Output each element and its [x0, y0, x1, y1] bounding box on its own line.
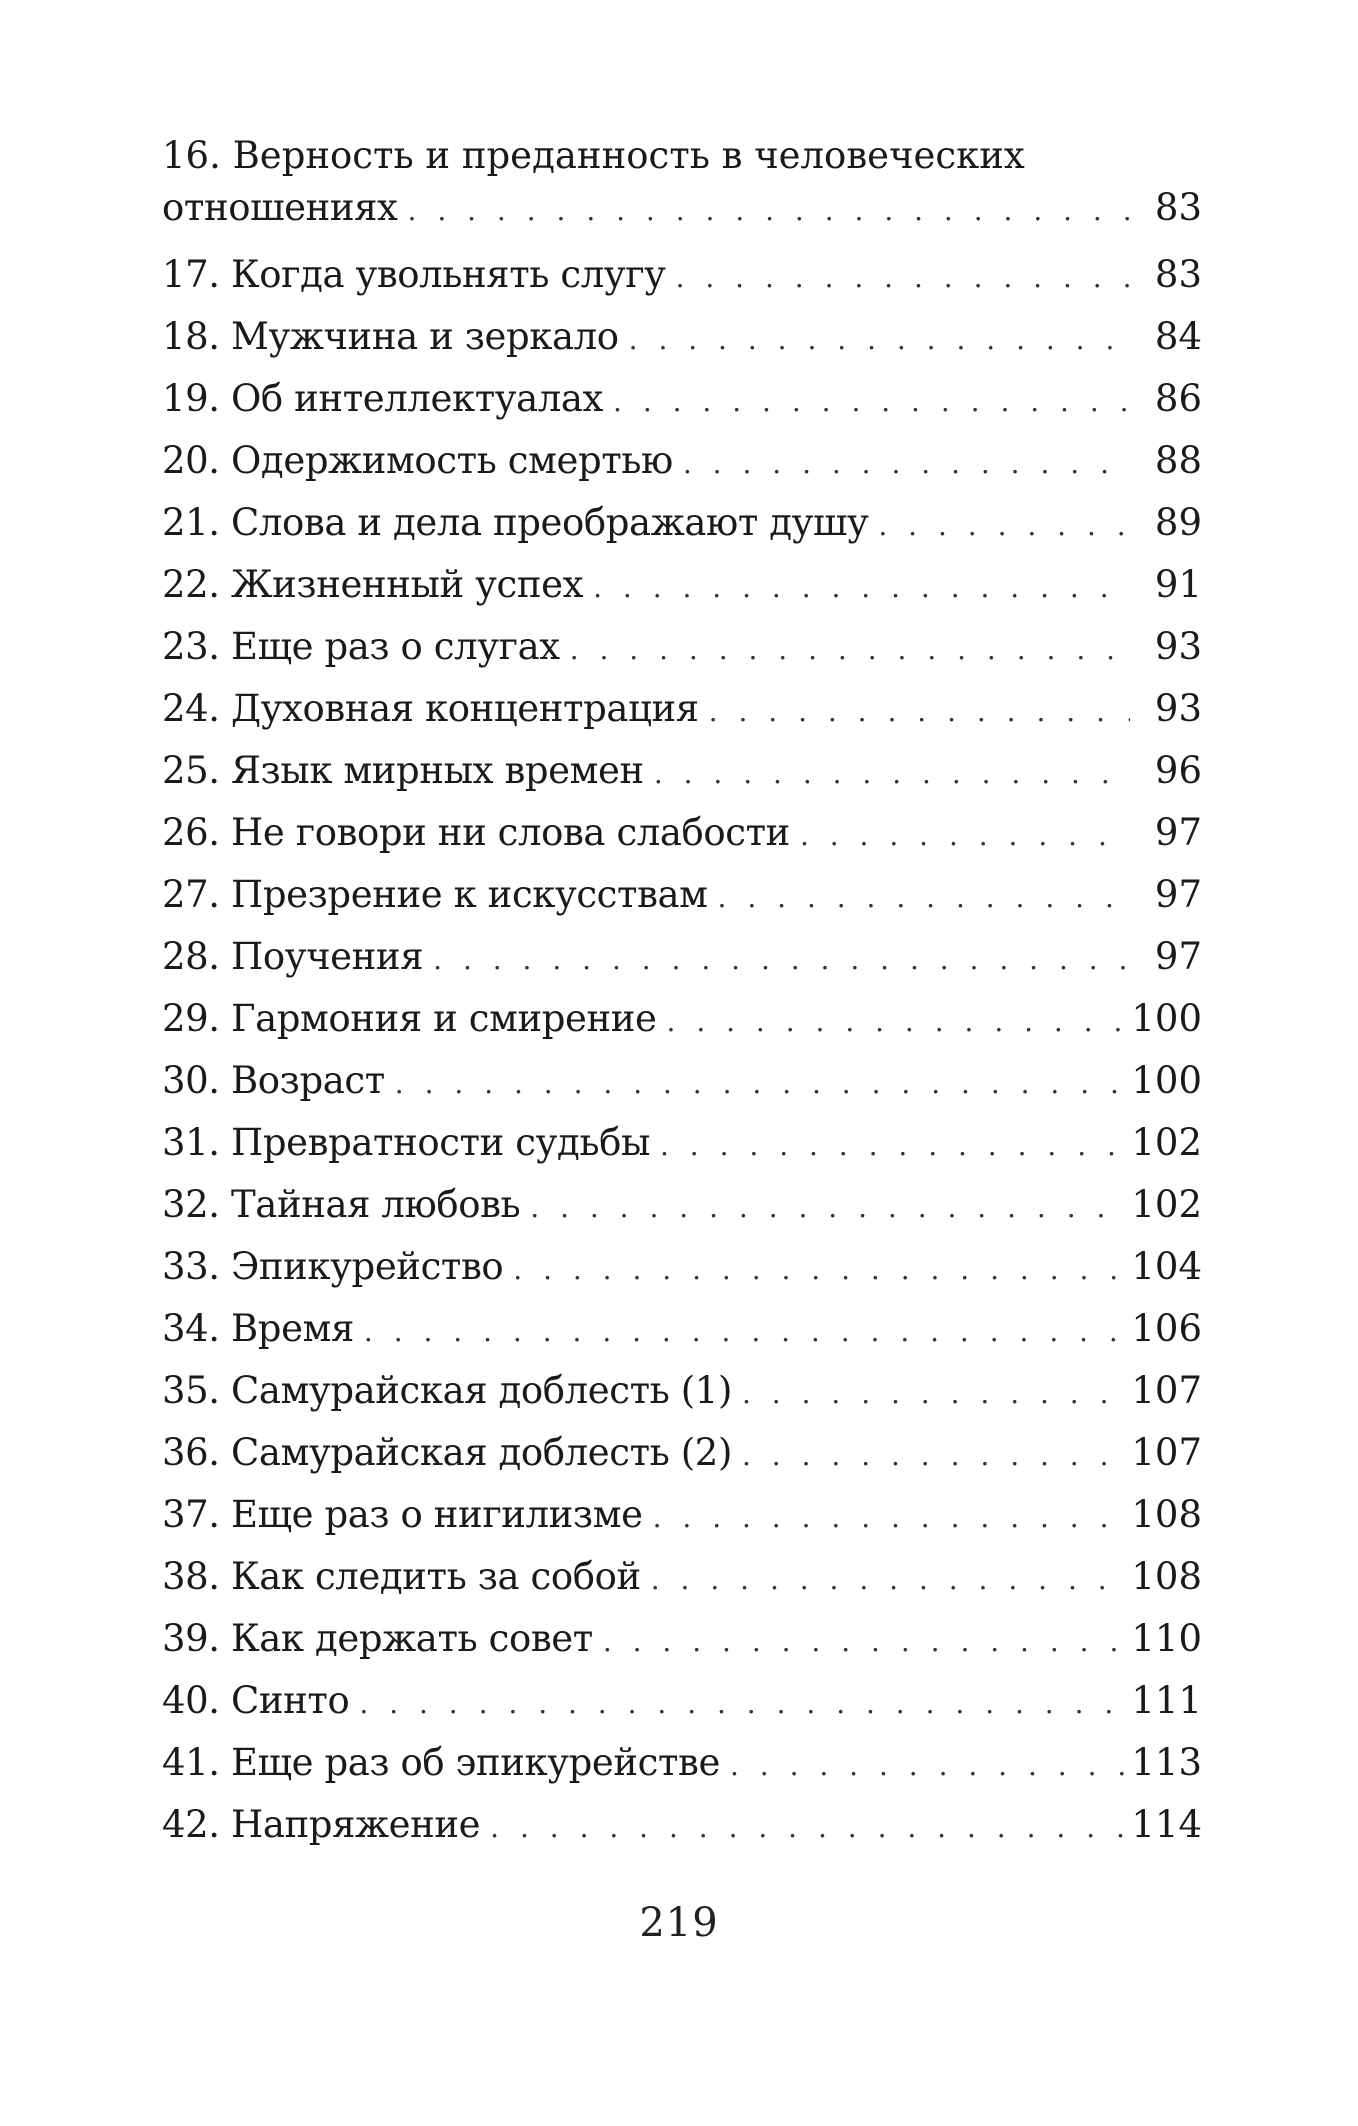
toc-entry [162, 1422, 1202, 1484]
toc-entry-page: 104 [1131, 1245, 1202, 1288]
toc-entry-title: 20. Одержимость смертью [162, 439, 673, 482]
toc-entry [162, 926, 1202, 988]
toc-entry-page: 108 [1131, 1555, 1202, 1598]
toc-entry-title: 32. Тайная любовь [162, 1183, 521, 1226]
toc-entry [162, 740, 1202, 802]
toc-entry-page: 107 [1131, 1369, 1202, 1412]
toc-entry-page: 97 [1154, 811, 1202, 854]
toc-entry-title: 42. Напряжение [162, 1803, 481, 1846]
toc-entry-title: 30. Возраст [162, 1059, 385, 1102]
toc-entry-page: 86 [1154, 377, 1202, 420]
toc-entry [162, 1360, 1202, 1422]
toc-entry [162, 802, 1202, 864]
toc-entry [162, 244, 1202, 306]
toc-entry-page: 97 [1154, 935, 1202, 978]
toc-entry [162, 1732, 1202, 1794]
toc-entry [162, 1794, 1202, 1856]
toc-entry-page: 100 [1131, 1059, 1202, 1102]
toc-entry-page: 100 [1131, 997, 1202, 1040]
toc-entry-title: 41. Еще раз об эпикурействе [162, 1741, 720, 1784]
toc-entry-title: 39. Как держать совет [162, 1617, 593, 1660]
dot-leader [613, 371, 1130, 433]
toc-entry-page: 83 [1154, 186, 1202, 229]
dot-leader [683, 433, 1130, 495]
toc-entry [162, 1608, 1202, 1670]
toc-entry-title: 27. Презрение к искусствам [162, 873, 708, 916]
toc-entry-page: 89 [1154, 501, 1202, 544]
toc-entry-page: 102 [1131, 1121, 1202, 1164]
dot-leader [593, 557, 1130, 619]
toc-entry-page: 107 [1131, 1431, 1202, 1474]
toc-entry [162, 1298, 1202, 1360]
toc-entry [162, 1050, 1202, 1112]
dot-leader [490, 1797, 1125, 1859]
dot-leader [651, 1549, 1126, 1611]
toc-entry [162, 1484, 1202, 1546]
toc-entry-title: отношениях [162, 186, 398, 229]
toc-entry-title: 22. Жизненный успех [162, 563, 584, 606]
toc-entry-title: 25. Язык мирных времен [162, 749, 644, 792]
dot-leader [653, 1487, 1126, 1549]
toc-entry-page: 93 [1154, 625, 1202, 668]
toc-entry-page: 93 [1154, 687, 1202, 730]
dot-leader [603, 1611, 1126, 1673]
toc-entry [162, 368, 1202, 430]
toc-entry [162, 1546, 1202, 1608]
toc-entry-title: 23. Еще раз о слугах [162, 625, 560, 668]
toc-entry-title: 35. Самурайская доблесть (1) [162, 1369, 732, 1412]
dot-leader [660, 1115, 1125, 1177]
toc-entry [162, 130, 1202, 234]
toc-entry-page: 108 [1131, 1493, 1202, 1536]
dot-leader [364, 1301, 1125, 1363]
toc-entry-title: 26. Не говори ни слова слабости [162, 811, 790, 854]
toc-entry-page: 114 [1131, 1803, 1202, 1846]
toc-entry-title: 24. Духовная концентрация [162, 687, 699, 730]
dot-leader [513, 1239, 1125, 1301]
toc-entry [162, 306, 1202, 368]
toc-entry-page: 111 [1131, 1679, 1202, 1722]
toc-entry [162, 1236, 1202, 1298]
toc-entry-title: 19. Об интеллектуалах [162, 377, 604, 420]
toc-entry-page: 102 [1131, 1183, 1202, 1226]
dot-leader [718, 867, 1130, 929]
toc-entry-title: 38. Как следить за собой [162, 1555, 641, 1598]
dot-leader [730, 1735, 1125, 1797]
toc-entry [162, 1174, 1202, 1236]
dot-leader [667, 991, 1126, 1053]
dot-leader [395, 1053, 1126, 1115]
toc-entry-page: 113 [1131, 1741, 1202, 1784]
page-number: 219 [639, 1900, 719, 1946]
dot-leader [433, 929, 1130, 991]
toc-entry-title: 29. Гармония и смирение [162, 997, 657, 1040]
toc-entry [162, 1112, 1202, 1174]
toc-entry-page: 96 [1154, 749, 1202, 792]
dot-leader [654, 743, 1130, 805]
toc-entry-title: 36. Самурайская доблесть (2) [162, 1431, 732, 1474]
toc-entry-page: 88 [1154, 439, 1202, 482]
toc-entry-page: 84 [1154, 315, 1202, 358]
dot-leader [742, 1363, 1125, 1425]
toc-entry-page: 106 [1131, 1307, 1202, 1350]
toc-entry-page: 97 [1154, 873, 1202, 916]
dot-leader [676, 247, 1130, 309]
toc-entry-page: 83 [1154, 253, 1202, 296]
dot-leader [359, 1673, 1125, 1735]
toc-entry-title: 21. Слова и дела преображают душу [162, 501, 869, 544]
toc-entry [162, 678, 1202, 740]
toc-entry-page: 110 [1131, 1617, 1202, 1660]
dot-leader [742, 1425, 1125, 1487]
toc-entry [162, 988, 1202, 1050]
toc-entry [162, 492, 1202, 554]
toc-entry-page: 91 [1154, 563, 1202, 606]
toc-entry-title: 18. Мужчина и зеркало [162, 315, 619, 358]
toc-entry-title-line1: 16. Верность и преданность в человеческих [162, 134, 1025, 177]
toc-entry-title: 37. Еще раз о нигилизме [162, 1493, 643, 1536]
dot-leader [800, 805, 1130, 867]
toc-entry-title: 17. Когда увольнять слугу [162, 253, 666, 296]
toc-entry-title: 40. Синто [162, 1679, 350, 1722]
toc-entry [162, 430, 1202, 492]
toc-entry-title: 31. Превратности судьбы [162, 1121, 650, 1164]
dot-leader [629, 309, 1130, 371]
dot-leader [878, 495, 1130, 557]
toc-entry [162, 616, 1202, 678]
toc-entry [162, 1670, 1202, 1732]
toc-entry [162, 864, 1202, 926]
dot-leader [408, 185, 1130, 237]
toc-entry-title: 33. Эпикурейство [162, 1245, 504, 1288]
toc-entry-title: 28. Поучения [162, 935, 424, 978]
toc-entry [162, 554, 1202, 616]
table-of-contents [162, 130, 1202, 1856]
dot-leader [570, 619, 1130, 681]
dot-leader [530, 1177, 1125, 1239]
toc-entry-title: 34. Время [162, 1307, 354, 1350]
dot-leader [709, 681, 1130, 743]
